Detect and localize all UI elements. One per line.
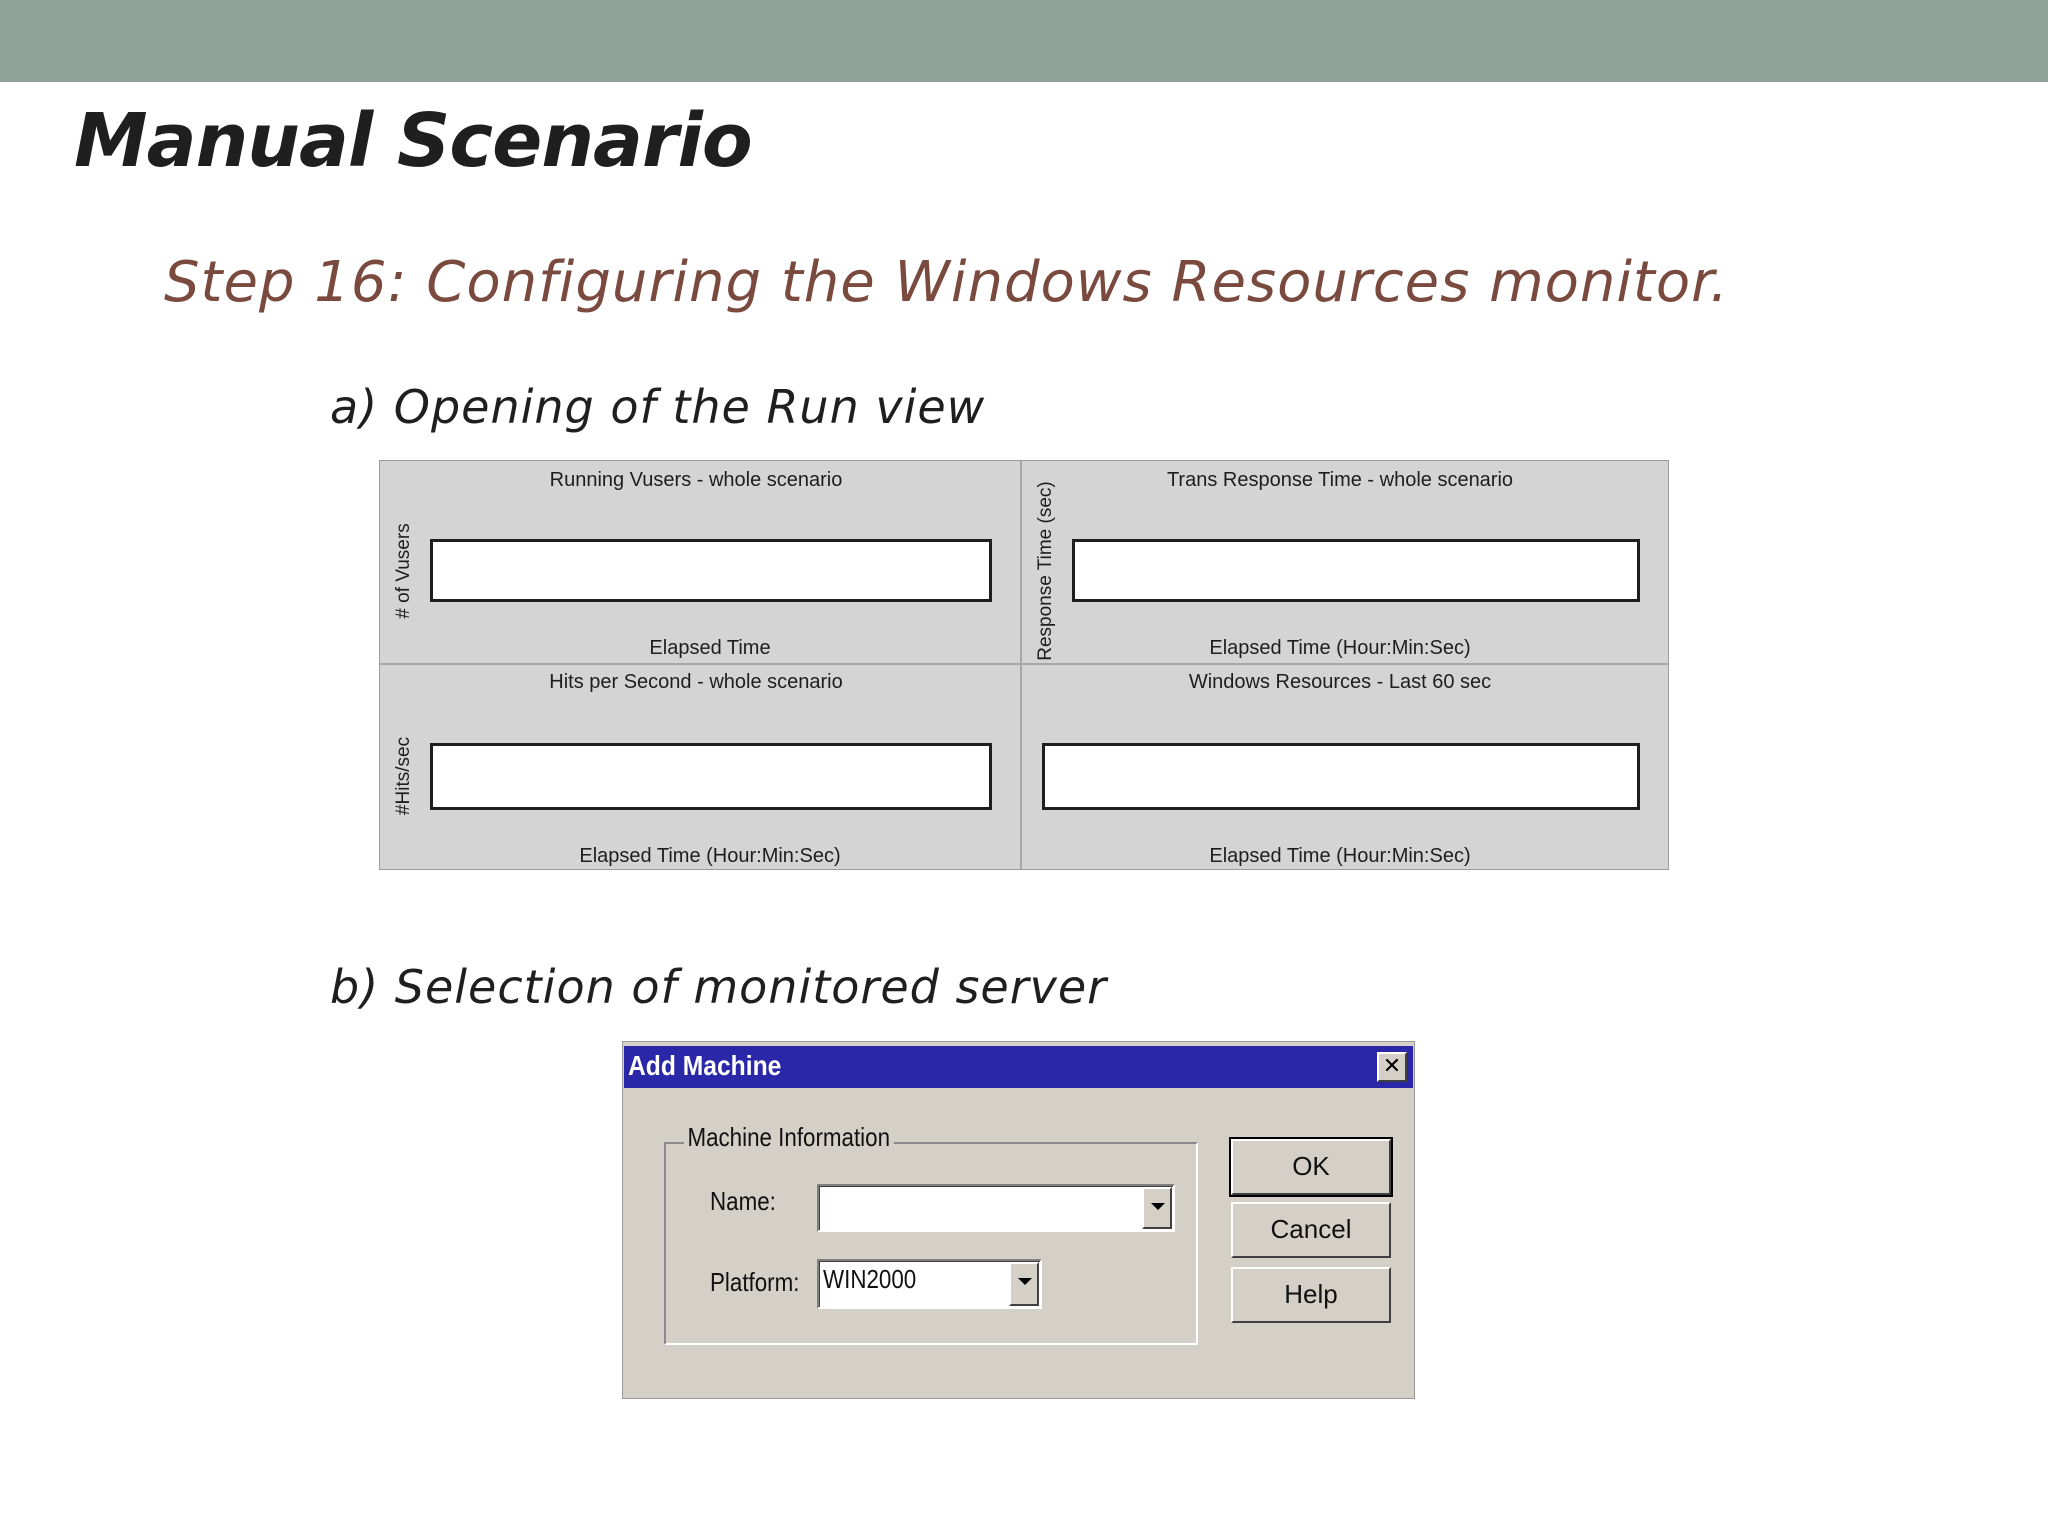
dialog-title: Add Machine — [628, 1050, 782, 1081]
header-bar — [0, 0, 2048, 82]
name-label: Name: — [710, 1186, 776, 1216]
platform-select[interactable] — [817, 1259, 1042, 1309]
platform-label: Platform: — [710, 1267, 800, 1297]
subheading-selection: b) Selection of monitored server — [330, 960, 1108, 1014]
graph-ylabel: # of Vusers — [393, 523, 414, 619]
graph-title: Trans Response Time - whole scenario — [1166, 469, 1514, 491]
machine-information-group — [664, 1122, 1198, 1345]
slide-title: Manual Scenario — [74, 98, 752, 184]
graph-plot-area[interactable] — [1072, 539, 1640, 602]
run-view-graphs — [379, 460, 1669, 870]
graph-xlabel: Elapsed Time (Hour:Min:Sec) — [579, 845, 841, 867]
graph-ylabel: Response Time (sec) — [1035, 481, 1056, 661]
dialog-titlebar[interactable] — [624, 1046, 1413, 1088]
subheading-run-view: a) Opening of the Run view — [330, 380, 986, 434]
graph-plot-area[interactable] — [430, 743, 992, 810]
name-combobox[interactable] — [817, 1184, 1175, 1232]
graph-xlabel: Elapsed Time (Hour:Min:Sec) — [1209, 845, 1471, 867]
graph-plot-area[interactable] — [1042, 743, 1640, 810]
help-button[interactable]: Help — [1231, 1267, 1391, 1323]
graph-divider-vertical — [1020, 461, 1022, 869]
graph-ylabel: #Hits/sec — [393, 736, 414, 816]
step-heading: Step 16: Configuring the Windows Resources monitor. — [164, 250, 1729, 315]
graph-xlabel: Elapsed Time (Hour:Min:Sec) — [1209, 637, 1471, 659]
graph-title: Hits per Second - whole scenario — [549, 671, 843, 693]
platform-value: WIN2000 — [823, 1264, 917, 1294]
graph-title: Windows Resources - Last 60 sec — [1188, 671, 1492, 693]
chevron-down-icon[interactable] — [1009, 1262, 1039, 1306]
cancel-button[interactable]: Cancel — [1231, 1202, 1391, 1258]
ok-button[interactable]: OK — [1231, 1139, 1391, 1195]
chevron-down-icon[interactable] — [1142, 1187, 1172, 1229]
close-icon[interactable]: ✕ — [1377, 1052, 1407, 1082]
graph-plot-area[interactable] — [430, 539, 992, 602]
graph-divider-horizontal — [380, 663, 1668, 665]
graph-title: Running Vusers - whole scenario — [549, 469, 843, 491]
add-machine-dialog — [622, 1041, 1415, 1399]
graph-xlabel: Elapsed Time — [649, 637, 771, 659]
group-label: Machine Information — [684, 1122, 893, 1153]
